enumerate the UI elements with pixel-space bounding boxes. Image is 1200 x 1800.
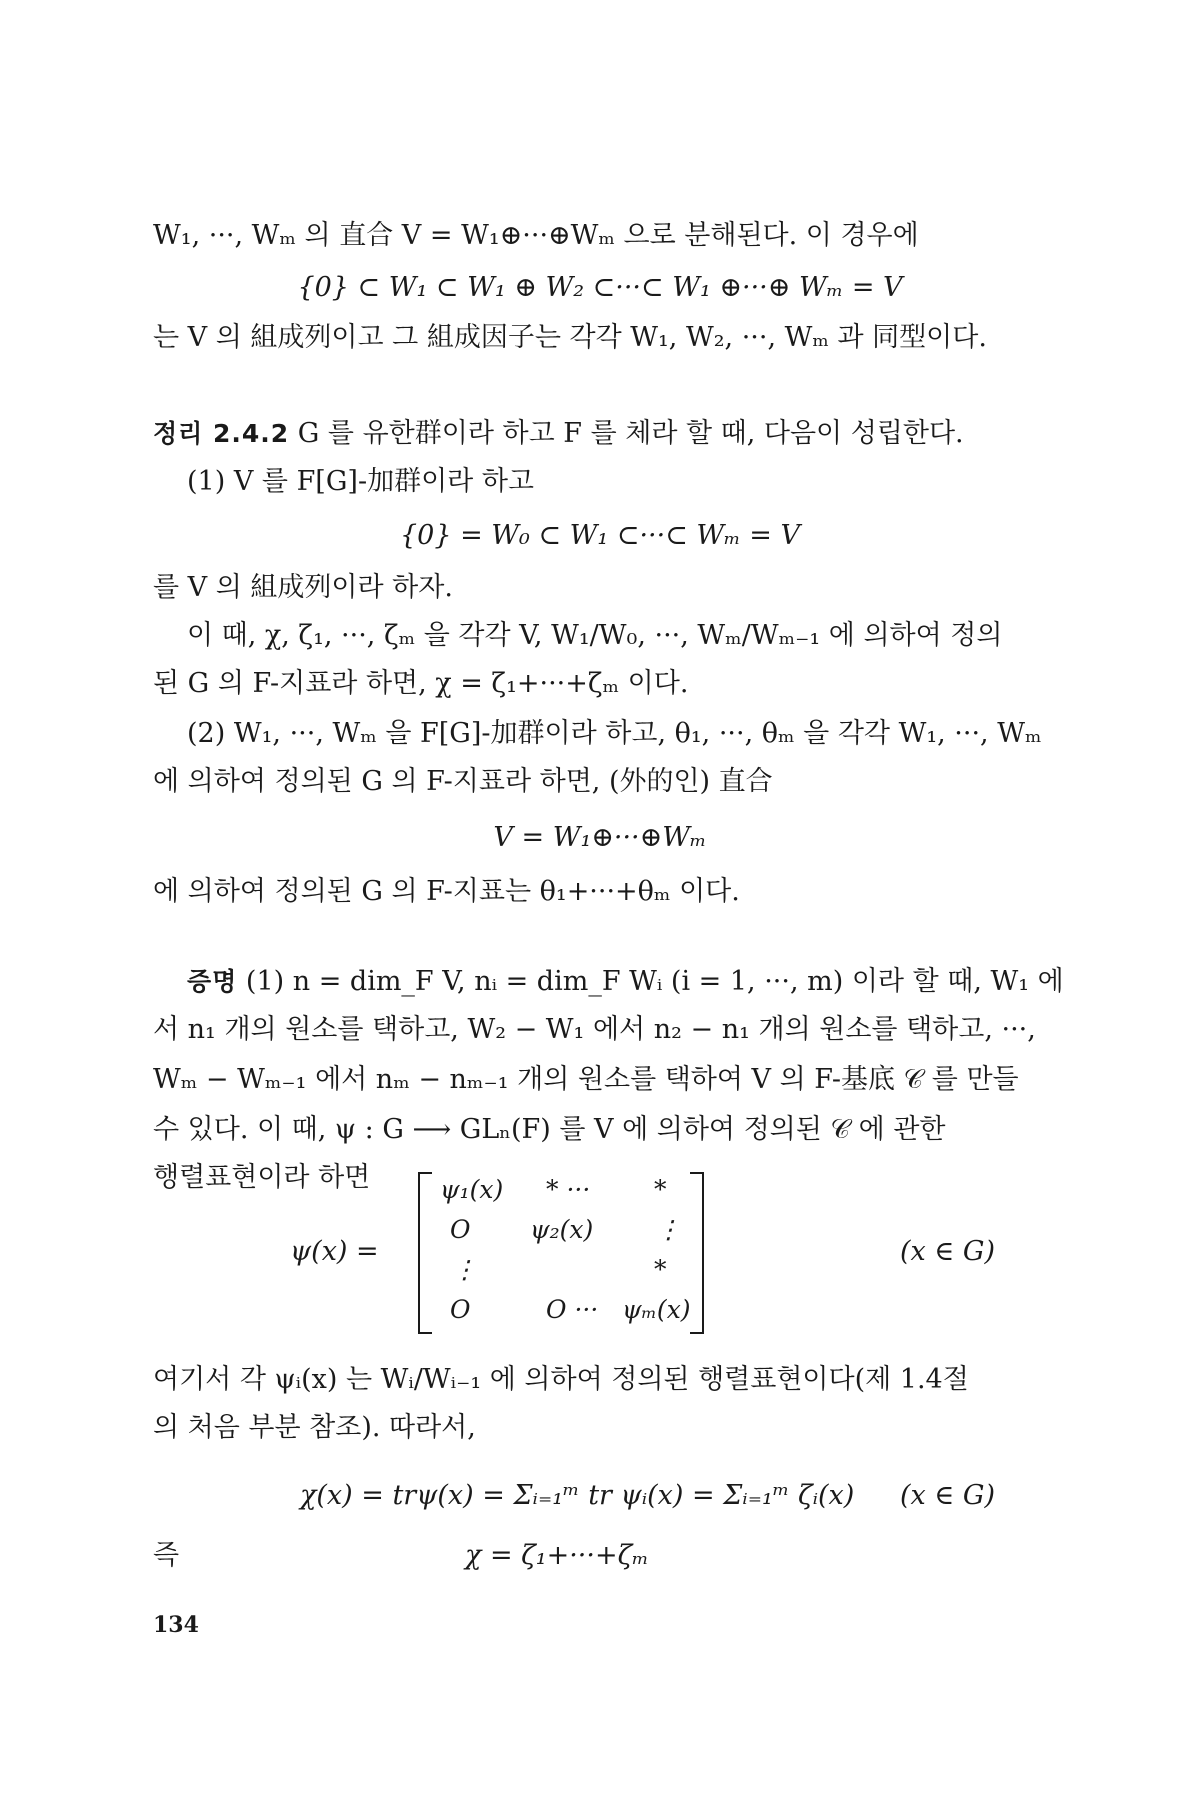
matrix-cell: O ··· bbox=[546, 1295, 599, 1324]
matrix-cell: * bbox=[654, 1175, 667, 1204]
equation-composition-series-1: {0} ⊂ W₁ ⊂ W₁ ⊕ W₂ ⊂···⊂ W₁ ⊕···⊕ Wₘ = V bbox=[297, 272, 903, 303]
matrix-cell: * bbox=[654, 1255, 667, 1284]
theorem-label: 정리 2.4.2 bbox=[153, 419, 290, 448]
text-line-7: 를 V 의 組成列이라 하자. bbox=[153, 572, 453, 603]
theorem-statement bbox=[153, 416, 964, 452]
text-line-16: Wₘ − Wₘ₋₁ 에서 nₘ − nₘ₋₁ 개의 원소를 택하여 V 의 F-基底 𝒞 를 만들 bbox=[153, 1064, 1019, 1095]
text-line-9: 된 G 의 F-지표라 하면, χ = ζ₁+···+ζₘ 이다. bbox=[153, 668, 689, 699]
text-line-17: 수 있다. 이 때, ψ : G ⟶ GLₙ(F) 를 V 에 의하여 정의된 𝒞 에 관한 bbox=[153, 1114, 946, 1145]
matrix-cell: ψₘ(x) bbox=[622, 1295, 691, 1324]
text-line-22-prefix: 즉 bbox=[153, 1540, 180, 1571]
text-line-13: 에 의하여 정의된 G 의 F-지표는 θ₁+···+θₘ 이다. bbox=[153, 876, 740, 907]
text-line-18: 행렬표현이라 하면 bbox=[153, 1162, 371, 1193]
theorem-text: G 를 유한群이라 하고 F 를 체라 할 때, 다음이 성립한다. bbox=[297, 418, 964, 449]
text-line-19: 여기서 각 ψᵢ(x) 는 Wᵢ/Wᵢ₋₁ 에 의하여 정의된 행렬표현이다(제 1.4절 bbox=[153, 1364, 969, 1395]
matrix-cell: ⋮ bbox=[656, 1215, 681, 1244]
matrix-cell: ψ₂(x) bbox=[530, 1215, 594, 1244]
matrix-right-bracket bbox=[690, 1172, 704, 1334]
text-line-10: (2) W₁, ···, Wₘ 을 F[G]-加群이라 하고, θ₁, ···, θₘ 을 각각 W₁, ···, Wₘ bbox=[187, 718, 1042, 749]
text-line-8: 이 때, χ, ζ₁, ···, ζₘ 을 각각 V, W₁/W₀, ···, Wₘ/Wₘ₋₁ 에 의하여 정의 bbox=[187, 620, 1003, 651]
text-line-11: 에 의하여 정의된 G 의 F-지표라 하면, (外的인) 直合 bbox=[153, 766, 773, 797]
proof-text: (1) n = dim_F V, nᵢ = dim_F Wᵢ (i = 1, ···, m) 이라 할 때, W₁ 에 bbox=[245, 966, 1064, 997]
matrix-cell: * ··· bbox=[546, 1175, 591, 1204]
text-line-15: 서 n₁ 개의 원소를 택하고, W₂ − W₁ 에서 n₂ − n₁ 개의 원소를 택하고, ···, bbox=[153, 1014, 1036, 1045]
equation-character-result: χ = ζ₁+···+ζₘ bbox=[465, 1540, 649, 1571]
text-line-20: 의 처음 부분 참조). 따라서, bbox=[153, 1412, 476, 1443]
equation-character-sum: χ(x) = trψ(x) = Σᵢ₌₁ᵐ tr ψᵢ(x) = Σᵢ₌₁ᵐ ζᵢ(x) bbox=[300, 1480, 855, 1511]
proof-label: 증명 bbox=[187, 967, 238, 996]
equation-character-condition: (x ∈ G) bbox=[900, 1480, 996, 1511]
text-line-5: (1) V 를 F[G]-加群이라 하고 bbox=[187, 466, 534, 497]
matrix-cell: ⋮ bbox=[452, 1255, 477, 1284]
text-line-3: 는 V 의 組成列이고 그 組成因子는 각각 W₁, W₂, ···, Wₘ 과 同型이다. bbox=[153, 322, 987, 353]
matrix-lhs: ψ(x) = bbox=[290, 1236, 379, 1267]
page-number: 134 bbox=[153, 1612, 199, 1638]
equation-composition-series-2: {0} = W₀ ⊂ W₁ ⊂···⊂ Wₘ = V bbox=[399, 520, 801, 551]
matrix-psi bbox=[418, 1172, 704, 1332]
text-line-1: W₁, ···, Wₘ 의 直合 V = W₁⊕···⊕Wₘ 으로 분해된다. 이 경우에 bbox=[153, 220, 919, 251]
matrix-condition: (x ∈ G) bbox=[900, 1236, 996, 1267]
matrix-cell: O bbox=[450, 1295, 471, 1324]
matrix-cell: ψ₁(x) bbox=[440, 1175, 504, 1204]
matrix-left-bracket bbox=[418, 1172, 432, 1334]
proof-line-1 bbox=[187, 964, 1064, 1000]
matrix-cell: O bbox=[450, 1215, 471, 1244]
equation-direct-sum: V = W₁⊕···⊕Wₘ bbox=[493, 822, 707, 853]
